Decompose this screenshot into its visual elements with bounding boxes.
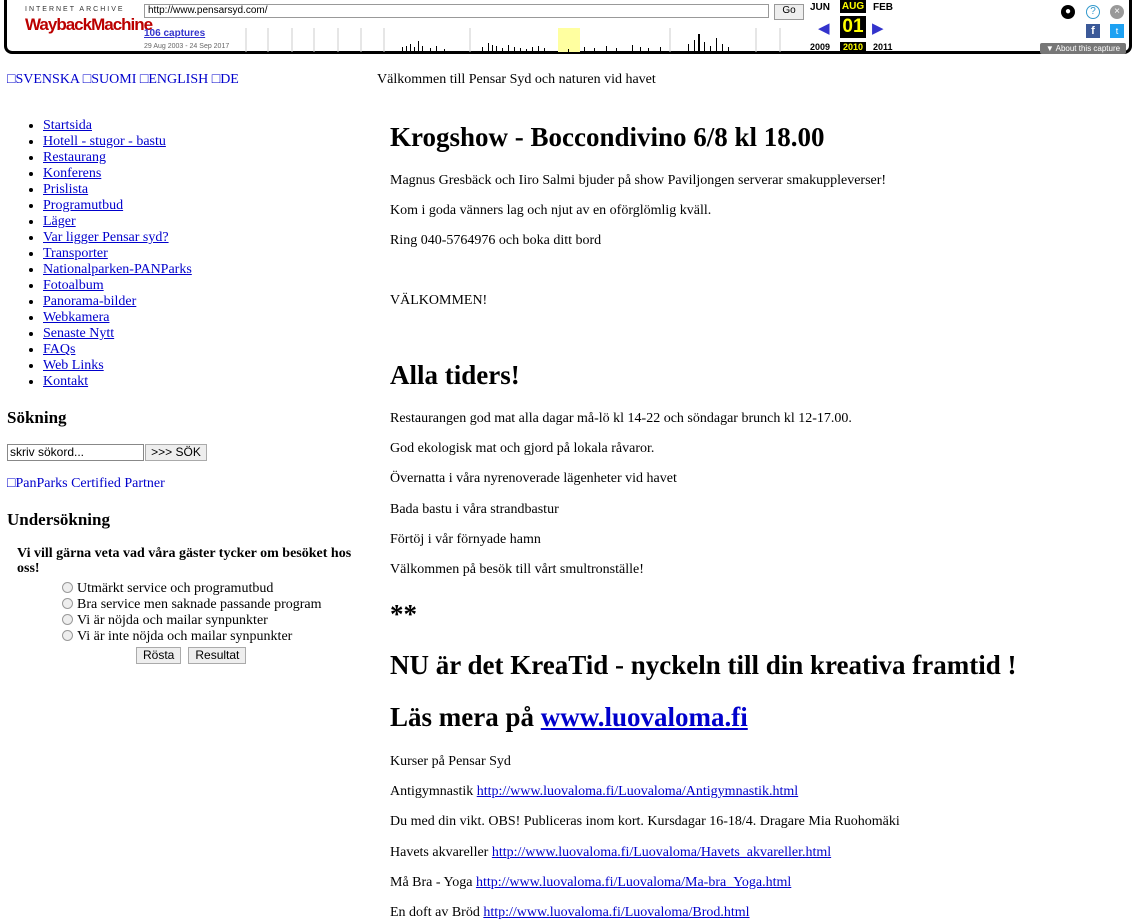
paragraph: Magnus Gresbäck och Iiro Salmi bjuder på show Paviljongen serverar smakuppleverser! [390, 173, 887, 188]
menu-item [43, 262, 192, 278]
menu-item [43, 134, 192, 150]
paragraph: Bada bastu i våra strandbastur [390, 502, 559, 517]
broken-image-icon: □ [82, 72, 92, 87]
course-link[interactable]: http://www.luovaloma.fi/Luovaloma/Ma-bra_Yoga.html [475, 875, 792, 890]
vote-button[interactable]: Rösta [136, 647, 181, 664]
prev-capture-arrow-icon[interactable]: ◀ [818, 21, 830, 37]
survey-options [62, 581, 322, 645]
menu-link-webkamera[interactable]: Webkamera [43, 310, 110, 325]
paragraph: Restaurangen god mat alla dagar må-lö kl 14-22 och söndagar brunch kl 12-17.00. [390, 411, 852, 426]
flag-suomi[interactable]: □SUOMI [82, 72, 137, 87]
menu-link-prislista[interactable]: Prislista [43, 182, 89, 197]
luovaloma-link[interactable]: www.luovaloma.fi [540, 702, 748, 732]
course-link[interactable]: http://www.luovaloma.fi/Luovaloma/Brod.html [483, 905, 750, 920]
search-button[interactable]: >>> SÖK [145, 444, 207, 461]
results-button[interactable]: Resultat [188, 647, 246, 664]
close-icon[interactable]: × [1110, 5, 1124, 19]
paragraph: Övernatta i våra nyrenoverade lägenheter vid havet [390, 471, 677, 486]
headline-alla-tiders: Alla tiders! [390, 360, 520, 390]
survey-option[interactable]: Bra service men saknade passande program [62, 597, 322, 613]
wayback-logo-main: WaybackMachine [25, 15, 153, 34]
menu-item [43, 246, 192, 262]
menu-link-konferens[interactable]: Konferens [43, 166, 102, 181]
search-input[interactable]: skriv sökord... [7, 444, 144, 461]
wayback-year-prev[interactable]: 2009 [810, 42, 831, 52]
menu-item [43, 358, 192, 374]
broken-image-icon: □ [7, 476, 16, 491]
flag-english[interactable]: □ENGLISH [139, 72, 209, 87]
paragraph: Ring 040-5764976 och boka ditt bord [390, 233, 602, 248]
broken-image-icon: □ [139, 72, 149, 87]
paragraph: Du med din vikt. OBS! Publiceras inom kort. Kursdagar 16-18/4. Dragare Mia Ruohomäki [390, 814, 900, 829]
headline-kreatid: NU är det KreaTid - nyckeln till din kreativa framtid ! [390, 650, 1017, 680]
help-icon[interactable]: ? [1086, 5, 1100, 19]
about-capture-label: About this capture [1055, 44, 1121, 53]
radio-button[interactable] [62, 630, 73, 641]
wayback-month-current: AUG [841, 1, 865, 12]
menu-item [43, 374, 192, 390]
flag-svenska[interactable]: □SVENSKA [7, 72, 80, 87]
menu-item [43, 118, 192, 134]
menu-item [43, 182, 192, 198]
paragraph: Kurser på Pensar Syd [390, 754, 511, 769]
menu-link-var-ligger[interactable]: Var ligger Pensar syd? [43, 230, 169, 245]
wayback-year-current: 2010 [840, 42, 866, 52]
headline-stars: ** [390, 599, 417, 629]
headline-las-mera: Läs mera på www.luovaloma.fi [390, 702, 748, 732]
broken-image-icon: □ [7, 72, 16, 87]
course-antigymnastik: Antigymnastik http://www.luovaloma.fi/Luovaloma/Antigymnastik.html [390, 784, 799, 799]
about-capture-button[interactable]: ▼ About this capture [1040, 43, 1126, 54]
wayback-sparkline[interactable] [244, 28, 804, 52]
menu-item [43, 342, 192, 358]
course-yoga: Må Bra - Yoga http://www.luovaloma.fi/Luovaloma/Ma-bra_Yoga.html [390, 875, 792, 890]
sparkline-current-year [558, 28, 580, 52]
next-capture-arrow-icon[interactable]: ▶ [872, 21, 884, 37]
wayback-day-current: 01 [840, 16, 866, 38]
survey-heading: Undersökning [7, 510, 110, 529]
menu-link-fotoalbum[interactable]: Fotoalbum [43, 278, 104, 293]
wayback-logo[interactable] [25, 6, 153, 42]
menu-item [43, 326, 192, 342]
menu-item [43, 150, 192, 166]
language-flags [7, 72, 239, 88]
course-brod: En doft av Bröd http://www.luovaloma.fi/Luovaloma/Brod.html [390, 905, 750, 920]
wayback-year-next[interactable]: 2011 [873, 42, 893, 52]
menu-item [43, 230, 192, 246]
course-link[interactable]: http://www.luovaloma.fi/Luovaloma/Havets_akvareller.html [491, 845, 832, 860]
survey-option[interactable]: Utmärkt service och programutbud [62, 581, 322, 597]
panparks-badge[interactable] [7, 476, 165, 492]
wayback-capture-range: 29 Aug 2003 - 24 Sep 2017 [144, 43, 230, 50]
menu-item [43, 278, 192, 294]
menu-item [43, 166, 192, 182]
radio-button[interactable] [62, 582, 73, 593]
menu-link-transporter[interactable]: Transporter [43, 246, 108, 261]
paragraph: Förtöj i vår förnyade hamn [390, 532, 541, 547]
menu-link-senaste-nytt[interactable]: Senaste Nytt [43, 326, 115, 341]
wayback-go-button[interactable]: Go [774, 4, 804, 20]
menu-item [43, 310, 192, 326]
paragraph: Välkommen på besök till vårt smultronställe! [390, 562, 644, 577]
headline-krogshow: Krogshow - Boccondivino 6/8 kl 18.00 [390, 122, 825, 152]
menu-item [43, 198, 192, 214]
search-heading: Sökning [7, 408, 67, 427]
wayback-captures-link[interactable]: 106 captures [144, 28, 206, 39]
menu-link-web-links[interactable]: Web Links [43, 358, 104, 373]
course-link[interactable]: http://www.luovaloma.fi/Luovaloma/Antigymnastik.html [476, 784, 799, 799]
flag-de[interactable]: □DE [211, 72, 239, 87]
paragraph: VÄLKOMMEN! [390, 293, 488, 308]
menu-item [43, 214, 192, 230]
wayback-logo-top: INTERNET ARCHIVE [25, 6, 125, 13]
menu-link-hotell[interactable]: Hotell - stugor - bastu [43, 134, 166, 149]
twitter-icon[interactable]: t [1110, 24, 1124, 38]
user-icon[interactable]: ● [1061, 5, 1075, 19]
menu-link-startsida[interactable]: Startsida [43, 118, 92, 133]
menu-link-kontakt[interactable]: Kontakt [43, 374, 89, 389]
course-akvareller: Havets akvareller http://www.luovaloma.fi/Luovaloma/Havets_akvareller.html [390, 845, 832, 860]
broken-image-icon: □ [211, 72, 221, 87]
survey-buttons [136, 647, 253, 664]
menu-link-panorama[interactable]: Panorama-bilder [43, 294, 137, 309]
wayback-url-input[interactable]: http://www.pensarsyd.com/ [144, 4, 769, 18]
panparks-alt-text: PanParks Certified Partner [15, 476, 165, 491]
survey-option[interactable]: Vi är inte nöjda och mailar synpunkter [62, 629, 322, 645]
wayback-month-next[interactable]: FEB [873, 2, 893, 13]
survey-option[interactable]: Vi är nöjda och mailar synpunkter [62, 613, 322, 629]
radio-button[interactable] [62, 614, 73, 625]
paragraph: Kom i goda vänners lag och njut av en oförglömlig kväll. [390, 203, 712, 218]
menu-item [43, 294, 192, 310]
radio-button[interactable] [62, 598, 73, 609]
welcome-text: Välkommen till Pensar Syd och naturen vid havet [377, 72, 656, 87]
wayback-toolbar [0, 0, 1140, 60]
menu-link-nationalparken[interactable]: Nationalparken-PANParks [43, 262, 192, 277]
facebook-icon[interactable]: f [1086, 24, 1100, 38]
survey-question: Vi vill gärna veta vad våra gäster tycker om besöket hos oss! [17, 546, 352, 576]
menu-link-faqs[interactable]: FAQs [43, 342, 76, 357]
menu-link-restaurang[interactable]: Restaurang [43, 150, 106, 165]
paragraph: God ekologisk mat och gjord på lokala råvaror. [390, 441, 655, 456]
wayback-month-prev[interactable]: JUN [810, 2, 831, 13]
menu-link-programutbud[interactable]: Programutbud [43, 198, 124, 213]
sidebar-menu [8, 118, 192, 390]
menu-link-lager[interactable]: Läger [43, 214, 76, 229]
